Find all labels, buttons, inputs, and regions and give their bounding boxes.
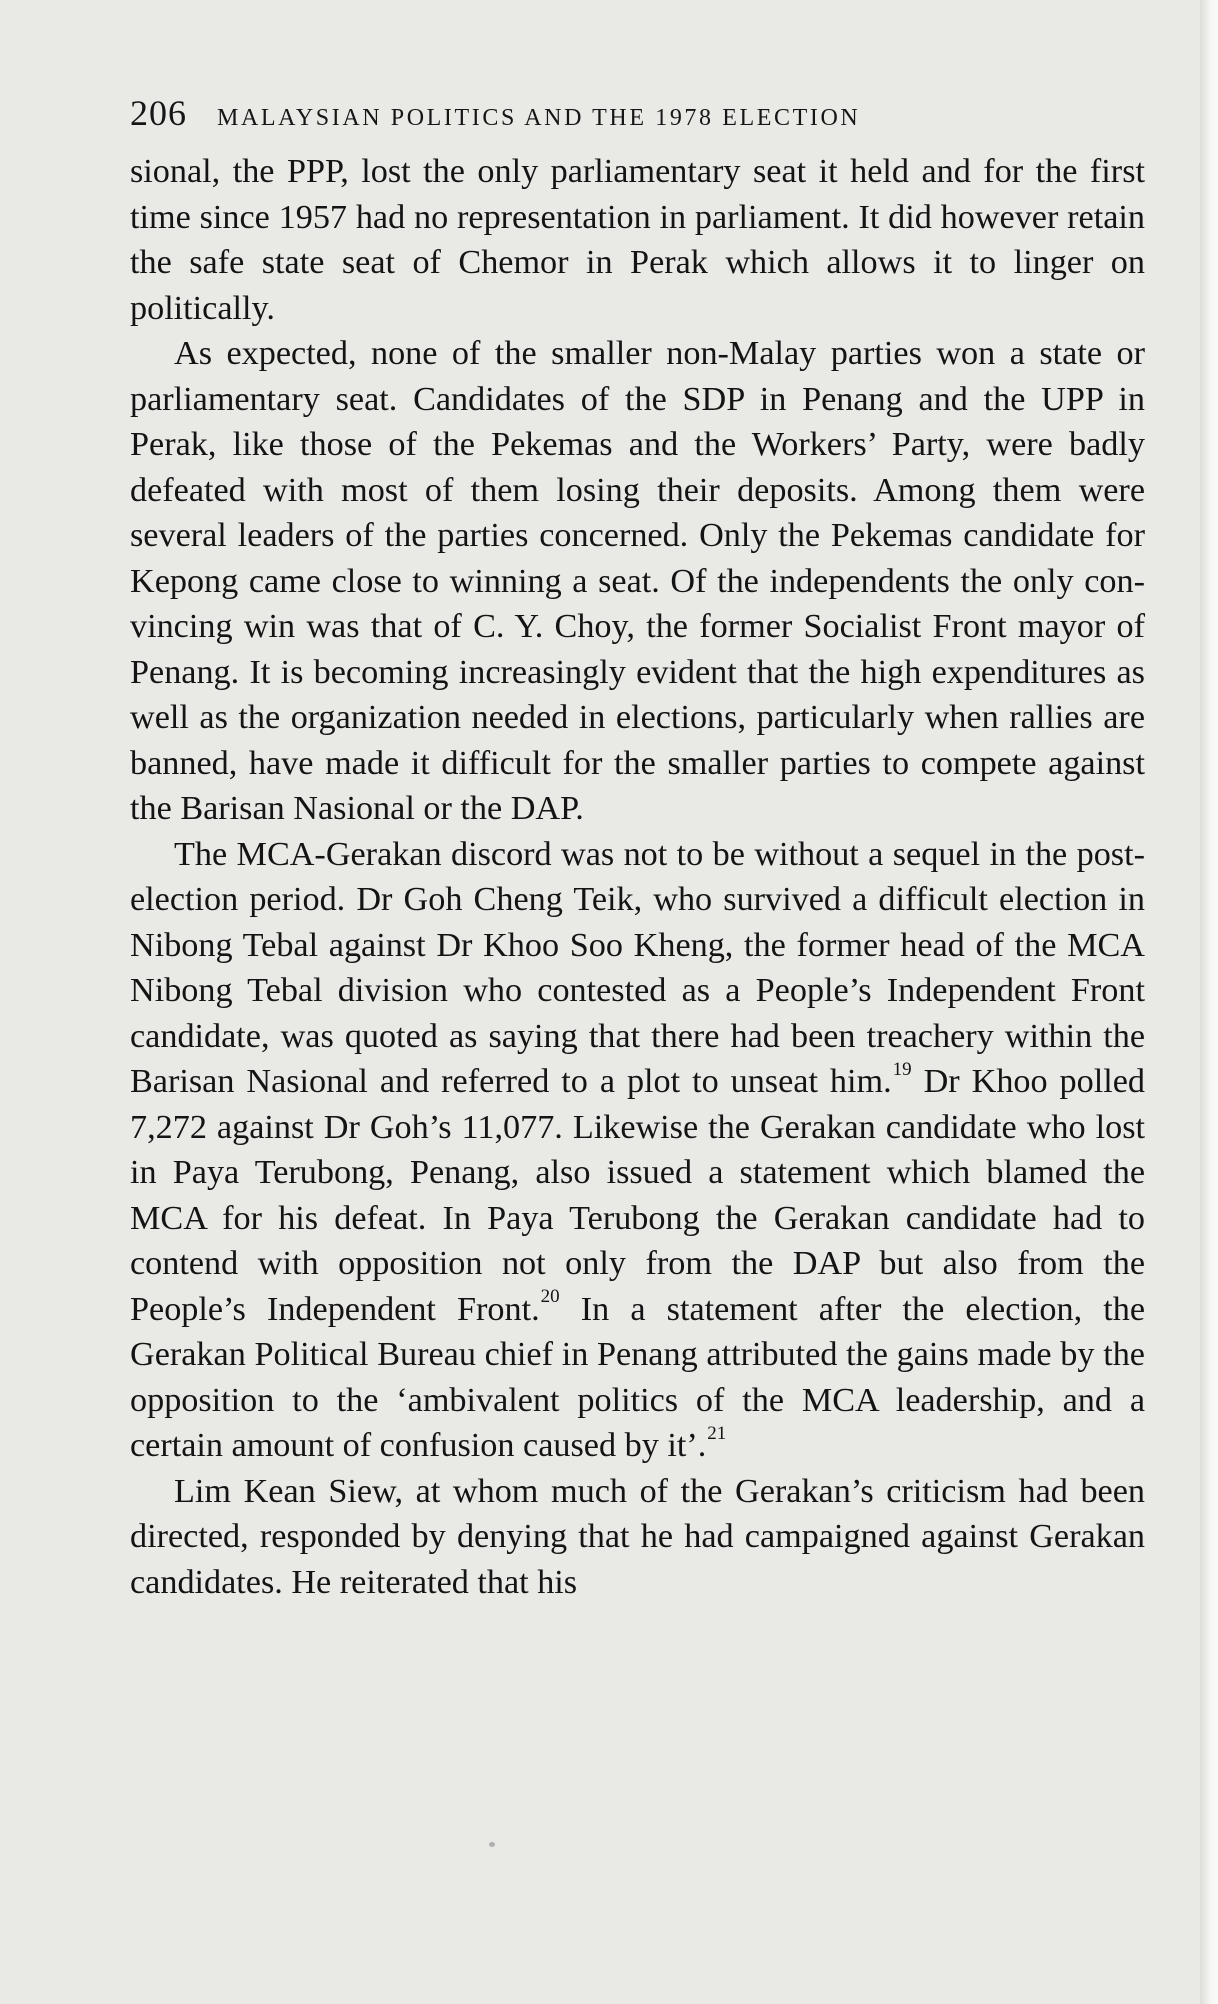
paragraph-4: Lim Kean Siew, at whom much of the Gerakan’s criticism had been directed, responded by denying that he had campaigned against Gerakan candidates. He reiterated that his (130, 1472, 1145, 1601)
paragraph-2: As expected, none of the smaller non-Malay parties won a state or parliamentary seat. Candidates of the SDP in Penang and the UPP in Perak, like those of the Pekemas and the Workers’ Party, were badly defeated with most of them losing their deposits. Among them were several leaders of the parties concerned. Only the Pekemas candidate for Kepong came close to winning a seat. Of the independents the only convincing win was that of C. Y. Choy, the former Socialist Front mayor of Penang. It is becoming increasingly evident that the high expenditures as well as the organization needed in elections, particularly when rallies are banned, have made it difficult for the smaller parties to compete against the Barisan Nasional or the DAP. (130, 335, 1145, 827)
paragraph-3-segment-2: Dr Khoo polled 7,272 against Dr Goh’s 11,077. Likewise the Gerakan candidate who lost in Paya Terubong, Penang, also issued a statement which blamed the MCA for his defeat. In Paya Terubong the Gerakan candidate had to contend with opposition not only from the DAP but also from the People’s Independent Front. (130, 1063, 1146, 1328)
print-speck (489, 1842, 495, 1847)
footnote-ref-21: 21 (707, 1422, 727, 1444)
paragraph-3-segment-3: In a statement after the election, the Gerakan Political Bureau chief in Penang attributed the gains made by the opposition to the ‘ambivalent politics of the MCA leadership, and a certain amount of confusion caused by it’. (130, 1290, 1145, 1464)
footnote-ref-20: 20 (540, 1286, 560, 1308)
footnote-ref-19: 19 (892, 1058, 912, 1080)
running-title: MALAYSIAN POLITICS AND THE 1978 ELECTION (217, 105, 861, 131)
paragraph-3-segment-1: The MCA-Gerakan discord was not to be without a sequel in the post-election period. Dr Goh Cheng Teik, who survived a difficult election in Nibong Tebal against Dr Khoo Soo Kheng, the former head of the MCA Nibong Tebal division who contested as a People’s Independent Front candidate, was quoted as saying that there had been treachery within the Barisan Nasional and referred to a plot to unseat him. (130, 835, 1145, 1100)
page-number: 206 (130, 93, 187, 133)
book-page (130, 92, 1145, 1605)
paragraph-1: sional, the PPP, lost the only parliamentary seat it held and for the first time since 1957 had no representation in parliament. It did however retain the safe state seat of Chemor in Perak which allows it to linger on politically. (130, 153, 1145, 327)
running-head (130, 92, 1145, 138)
paragraph-3 (130, 832, 1145, 1469)
body-text (130, 149, 1145, 1605)
page-edge (1200, 0, 1218, 2004)
